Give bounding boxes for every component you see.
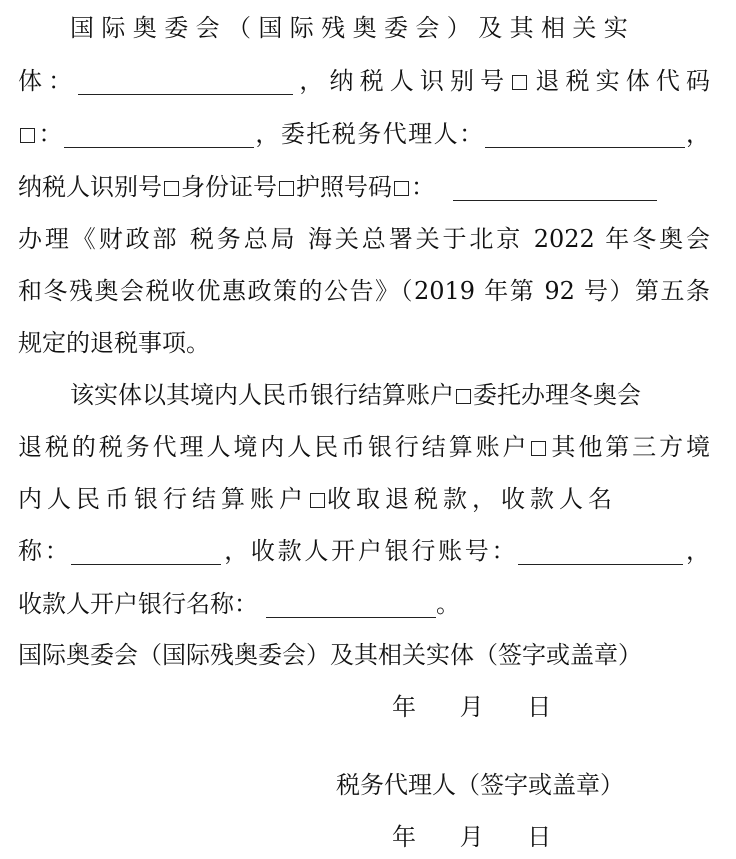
para2-text-1b: 委托办理冬奥会: [473, 381, 641, 409]
para2-text-4b: ，收款人开户银行账号：: [221, 537, 519, 565]
para2-text-2a: 退税的税务代理人境内人民币银行结算账户: [18, 433, 530, 461]
para1-line7: [18, 328, 710, 358]
entity-date: [392, 692, 592, 722]
agent-account-checkbox[interactable]: [531, 441, 546, 456]
passport-checkbox[interactable]: [394, 181, 409, 196]
agent-signature-label: 税务代理人（签字或盖章）: [336, 771, 624, 799]
para2-line2: [18, 432, 710, 462]
entity-signature-label: 国际奥委会（国际残奥委会）及其相关实体（签字或盖章）: [18, 641, 642, 669]
para2-text-1a: 该实体以其境内人民币银行结算账户: [70, 381, 454, 409]
para1-text-3d: ，: [684, 120, 711, 148]
refund-entity-code-checkbox[interactable]: [20, 128, 35, 143]
agent-date-day: 日: [527, 823, 552, 851]
para1-text-2b: ，纳税人识别号: [293, 67, 511, 95]
para1-line4: [18, 172, 710, 202]
para2-text-5a: 收款人开户银行名称：: [18, 590, 258, 618]
tax-agent-name-blank[interactable]: [485, 125, 685, 148]
agent-date-month: 月: [459, 823, 484, 851]
payee-name-blank[interactable]: [71, 542, 221, 565]
para1-line2: [18, 66, 710, 96]
para1-text-4b: 身份证号: [181, 173, 277, 201]
para1-text-3c: ，委托税务代理人：: [253, 120, 485, 148]
para1-line5: [18, 224, 710, 254]
para2-text-3a: 内人民币银行结算账户: [18, 485, 308, 513]
para2-text-2b: 其他第三方境: [548, 433, 711, 461]
agent-date-year: 年: [392, 823, 416, 851]
entity-date-month: 月: [459, 693, 484, 721]
agent-signature-line: [336, 770, 676, 800]
para1-text-4d: ：: [411, 173, 435, 201]
para1-text-5: 办理《财政部 税务总局 海关总署关于北京 2022 年冬奥会: [18, 225, 710, 253]
third-party-account-checkbox[interactable]: [310, 493, 325, 508]
para1-line1: [70, 13, 710, 43]
payee-bank-blank[interactable]: [266, 595, 436, 618]
para2-text-4a: 称：: [18, 537, 72, 565]
own-account-checkbox[interactable]: [456, 389, 471, 404]
para1-text-7: 规定的退税事项。: [18, 329, 210, 357]
agent-taxpayer-id-checkbox[interactable]: [164, 181, 179, 196]
para2-text-4c: ，: [683, 537, 711, 565]
para2-text-3b: 收取退税款，收款人名: [327, 485, 617, 513]
entity-date-year: 年: [392, 693, 416, 721]
agent-id-blank[interactable]: [453, 178, 657, 201]
entity-name-blank[interactable]: [78, 72, 293, 95]
para2-line5: [18, 589, 710, 619]
para2-line4: [18, 536, 710, 566]
para1-text-3b: ：: [37, 120, 64, 148]
id-card-checkbox[interactable]: [279, 181, 294, 196]
para2-line1: [70, 380, 710, 410]
entity-id-blank[interactable]: [64, 125, 254, 148]
para1-line6: [18, 276, 710, 306]
para1-text-1: 国际奥委会（国际残奥委会）及其相关实: [70, 14, 636, 42]
entity-signature-line: [18, 640, 710, 670]
para1-text-2a: 体：: [18, 67, 79, 95]
taxpayer-id-checkbox[interactable]: [512, 75, 527, 90]
agent-date: [392, 822, 592, 852]
para1-line3: [18, 119, 710, 149]
para2-line3: [18, 484, 710, 514]
para1-text-2c: 退税实体代码: [529, 67, 710, 95]
para1-text-4c: 护照号码: [296, 173, 392, 201]
payee-account-blank[interactable]: [518, 542, 683, 565]
para1-text-6: 和冬残奥会税收优惠政策的公告》（2019 年第 92 号）第五条: [18, 277, 710, 305]
entity-date-day: 日: [527, 693, 552, 721]
para2-text-5b: 。: [436, 590, 460, 618]
para1-text-4a: 纳税人识别号: [18, 173, 162, 201]
